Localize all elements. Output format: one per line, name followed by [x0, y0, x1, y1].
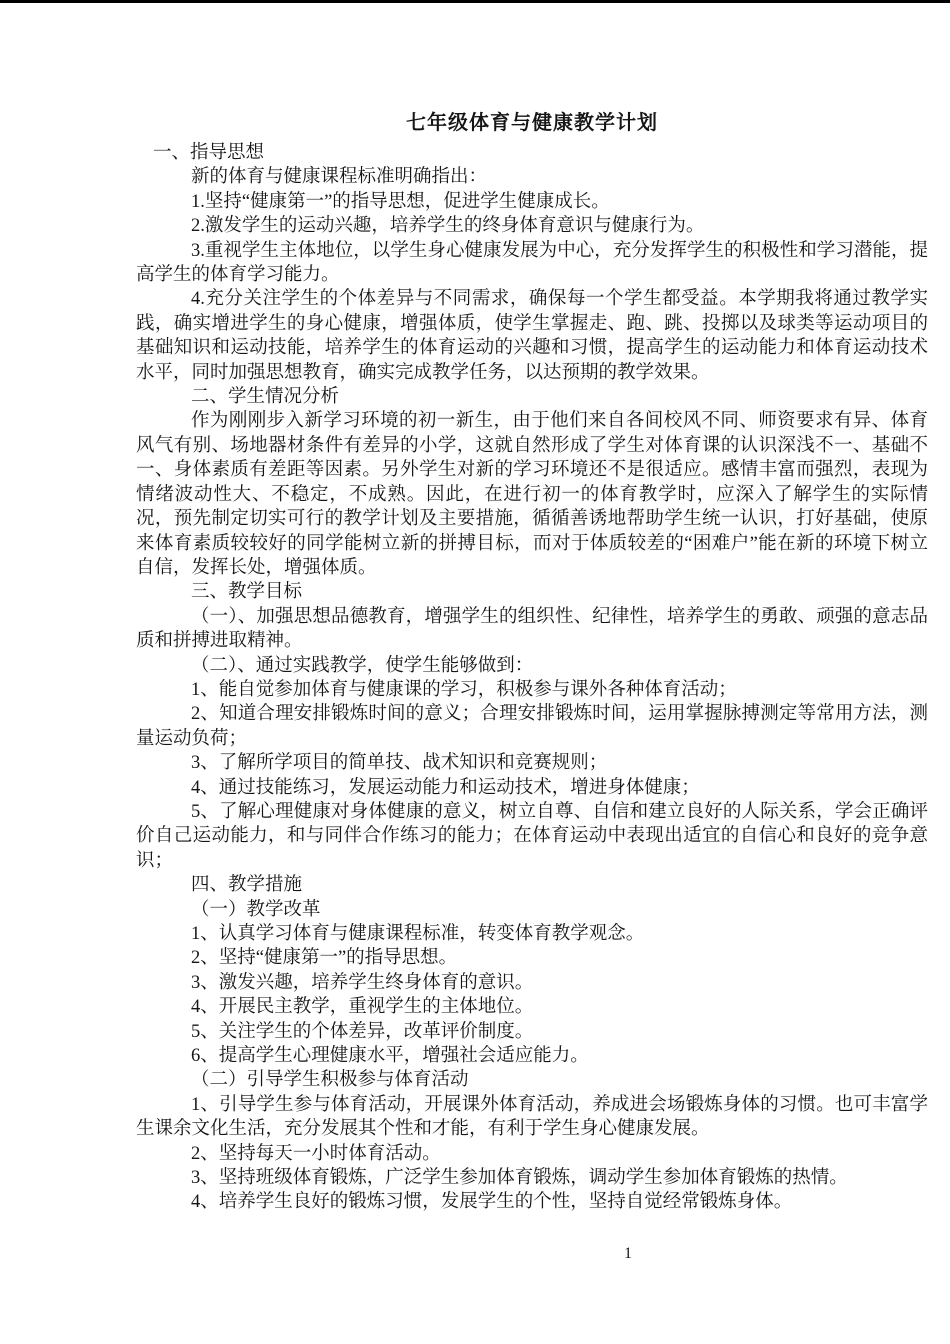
list-item-ideology-1: 1.坚持“健康第一”的指导思想，促进学生健康成长。 — [191, 191, 610, 212]
list-item-goal-4: 4、通过技能练习，发展运动能力和运动技术，增进身体健康； — [191, 777, 700, 798]
top-edge-line — [0, 0, 950, 3]
section-heading-student-analysis: 二、学生情况分析 — [191, 387, 340, 408]
list-item-ideology-3: 3.重视学生主体地位，以学生身心健康发展为中心，充分发挥学生的积极性和学习潜能，提高学生的体育学习能力。 — [136, 240, 928, 286]
list-item-reform-4: 4、开展民主教学，重视学生的主体地位。 — [191, 997, 534, 1018]
subsection-heading-guide-participation: （二）引导学生积极参与体育活动 — [191, 1070, 469, 1091]
list-item-reform-5: 5、关注学生的个体差异，改革评价制度。 — [191, 1021, 534, 1042]
list-item-participation-2: 2、坚持每天一小时体育活动。 — [191, 1143, 441, 1164]
document-content — [0, 110, 950, 1215]
list-item-ideology-2: 2.激发学生的运动兴趣，培养学生的终身体育意识与健康行为。 — [191, 216, 705, 237]
list-item-goal-3: 3、了解所学项目的简单技、战术知识和竞赛规则； — [191, 753, 608, 774]
list-item-goal-5: 5、了解心理健康对身体健康的意义，树立自尊、自信和建立良好的人际关系，学会正确评价自己运动能力，和与同伴合作练习的能力；在体育运动中表现出适宜的自信心和良好的竞争意识； — [136, 801, 928, 871]
section-heading-teaching-goals: 三、教学目标 — [191, 582, 303, 603]
list-item-reform-1: 1、认真学习体育与健康课程标准，转变体育教学观念。 — [191, 924, 645, 944]
paragraph-goal-2-intro: （二）、通过实践教学，使学生能够做到： — [191, 655, 534, 676]
paragraph-student-analysis: 作为刚刚步入新学习环境的初一新生，由于他们来自各间校风不同、师资要求有异、体育风气有别、场地器材条件有差异的小学，这就自然形成了学生对体育课的认识深浅不一、基础不一、身体素质有差距等因素。另外学生对新的学习环境还不是很适应。感情丰富而强烈，表现为情绪波动性大、不稳定，不成熟。因此，在进行初一的体育教学时，应深入了解学生的实际情况，预先制定切实可行的教学计划及主要措施，循循善诱地帮助学生统一认识，打好基础，使原来体育素质较较好的同学能树立新的拼搏目标，而对于体质较差的“困难户”能在新的环境下树立自信，发挥长处，增强体质。 — [136, 411, 928, 578]
section-heading-guiding-ideology: 一、指导思想 — [153, 143, 265, 163]
list-item-reform-2: 2、坚持“健康第一”的指导思想。 — [191, 948, 458, 969]
list-item-reform-3: 3、激发兴趣，培养学生终身体育的意识。 — [191, 972, 534, 993]
section-heading-teaching-measures: 四、教学措施 — [191, 875, 303, 896]
list-item-participation-3: 3、坚持班级体育锻炼，广泛学生参加体育锻炼，调动学生参加体育锻炼的热情。 — [191, 1168, 848, 1189]
paragraph-goal-1: （一）、加强思想品德教育，增强学生的组织性、纪律性，培养学生的勇敢、顽强的意志品质和拼搏进取精神。 — [136, 606, 928, 652]
list-item-reform-6: 6、提高学生心理健康水平，增强社会适应能力。 — [191, 1046, 589, 1067]
document-title: 七年级体育与健康教学计划 — [406, 112, 658, 134]
list-item-goal-1: 1、能自觉参加体育与健康课的学习，积极参与课外各种体育活动； — [191, 679, 737, 700]
subsection-heading-teaching-reform: （一）教学改革 — [191, 899, 321, 920]
list-item-participation-4: 4、培养学生良好的锻炼习惯，发展学生的个性，坚持自觉经常锻炼身体。 — [191, 1192, 793, 1213]
list-item-goal-2: 2、知道合理安排锻炼时间的意义；合理安排锻炼时间，运用掌握脉搏测定等常用方法，测量运动负荷； — [136, 704, 928, 749]
page-number: 1 — [624, 1245, 632, 1262]
list-item-ideology-4: 4.充分关注学生的个体差异与不同需求，确保每一个学生都受益。本学期我将通过教学实践，确实增进学生的身心健康，增强体质，使学生掌握走、跑、跳、投掷以及球类等运动项目的基础知识和运动技能，培养学生的体育运动的兴趣和习惯，提高学生的运动能力和体育运动技术水平，同时加强思想教育，确实完成教学任务，以达预期的教学效果。 — [136, 289, 928, 383]
paragraph-standard-intro: 新的体育与健康课程标准明确指出： — [191, 167, 488, 188]
list-item-participation-1: 1、引导学生参与体育活动，开展课外体育活动，养成进会场锻炼身体的习惯。也可丰富学生课余文化生活，充分发展其个性和才能，有利于学生身心健康发展。 — [136, 1094, 928, 1140]
